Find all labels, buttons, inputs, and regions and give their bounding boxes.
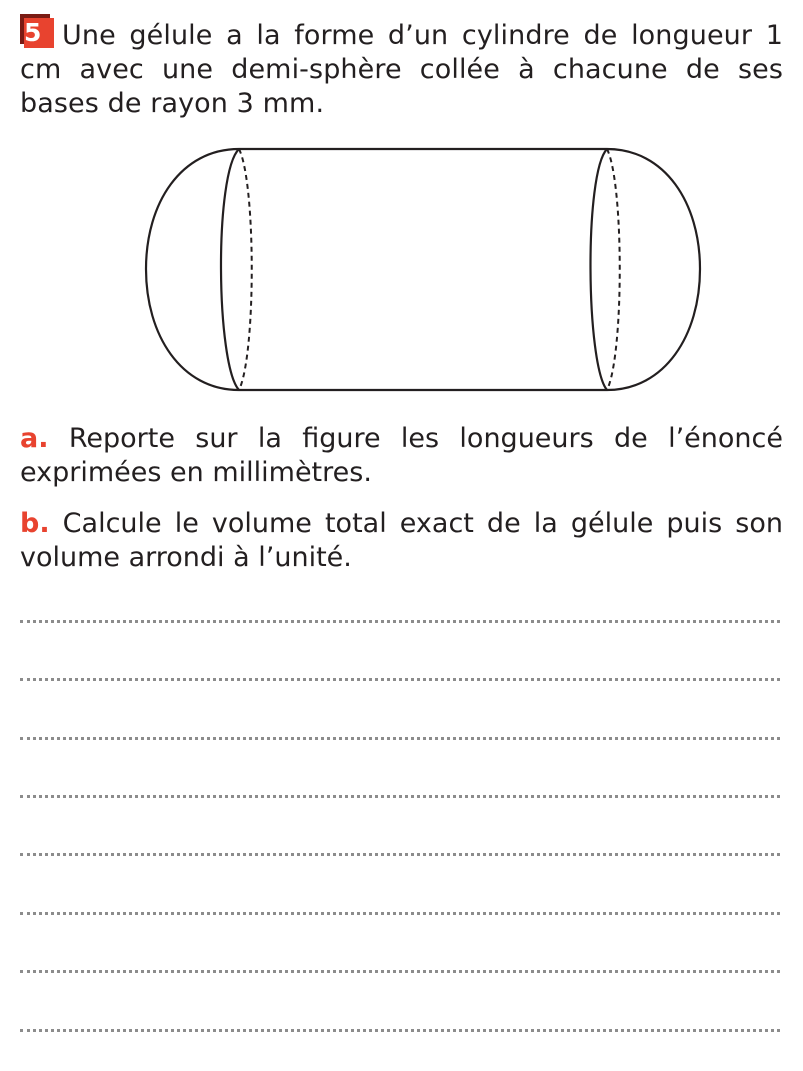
answer-line[interactable] xyxy=(20,678,780,681)
answer-line[interactable] xyxy=(20,620,780,623)
exercise-statement-text: Une gélule a la forme d’un cylindre de longueur 1 cm avec une demi-sphère collée à chacune de ses bases de rayon 3 mm. xyxy=(20,20,783,119)
question-a-label: a. xyxy=(20,423,49,454)
exercise-statement xyxy=(20,14,783,121)
question-b xyxy=(20,507,783,575)
answer-line[interactable] xyxy=(20,1029,780,1032)
right-base-front xyxy=(590,149,607,390)
exercise-number-badge xyxy=(20,14,54,48)
left-base-front xyxy=(221,149,239,390)
left-base-hidden xyxy=(239,149,252,390)
right-base-hidden xyxy=(607,149,620,390)
exercise-page xyxy=(20,0,783,1071)
left-hemisphere xyxy=(146,149,239,390)
answer-line[interactable] xyxy=(20,795,780,798)
question-b-label: b. xyxy=(20,508,50,539)
answer-line[interactable] xyxy=(20,737,780,740)
answer-line[interactable] xyxy=(20,912,780,915)
answer-line[interactable] xyxy=(20,853,780,856)
question-a-text: Reporte sur la figure les longueurs de l’énoncé exprimées en millimètres. xyxy=(20,423,783,488)
right-hemisphere xyxy=(607,149,700,390)
question-a xyxy=(20,422,783,490)
question-b-text: Calcule le volume total exact de la gélule puis son volume arrondi à l’unité. xyxy=(20,508,783,573)
exercise-number: 5 xyxy=(24,18,54,48)
capsule-figure xyxy=(126,143,706,398)
answer-line[interactable] xyxy=(20,970,780,973)
